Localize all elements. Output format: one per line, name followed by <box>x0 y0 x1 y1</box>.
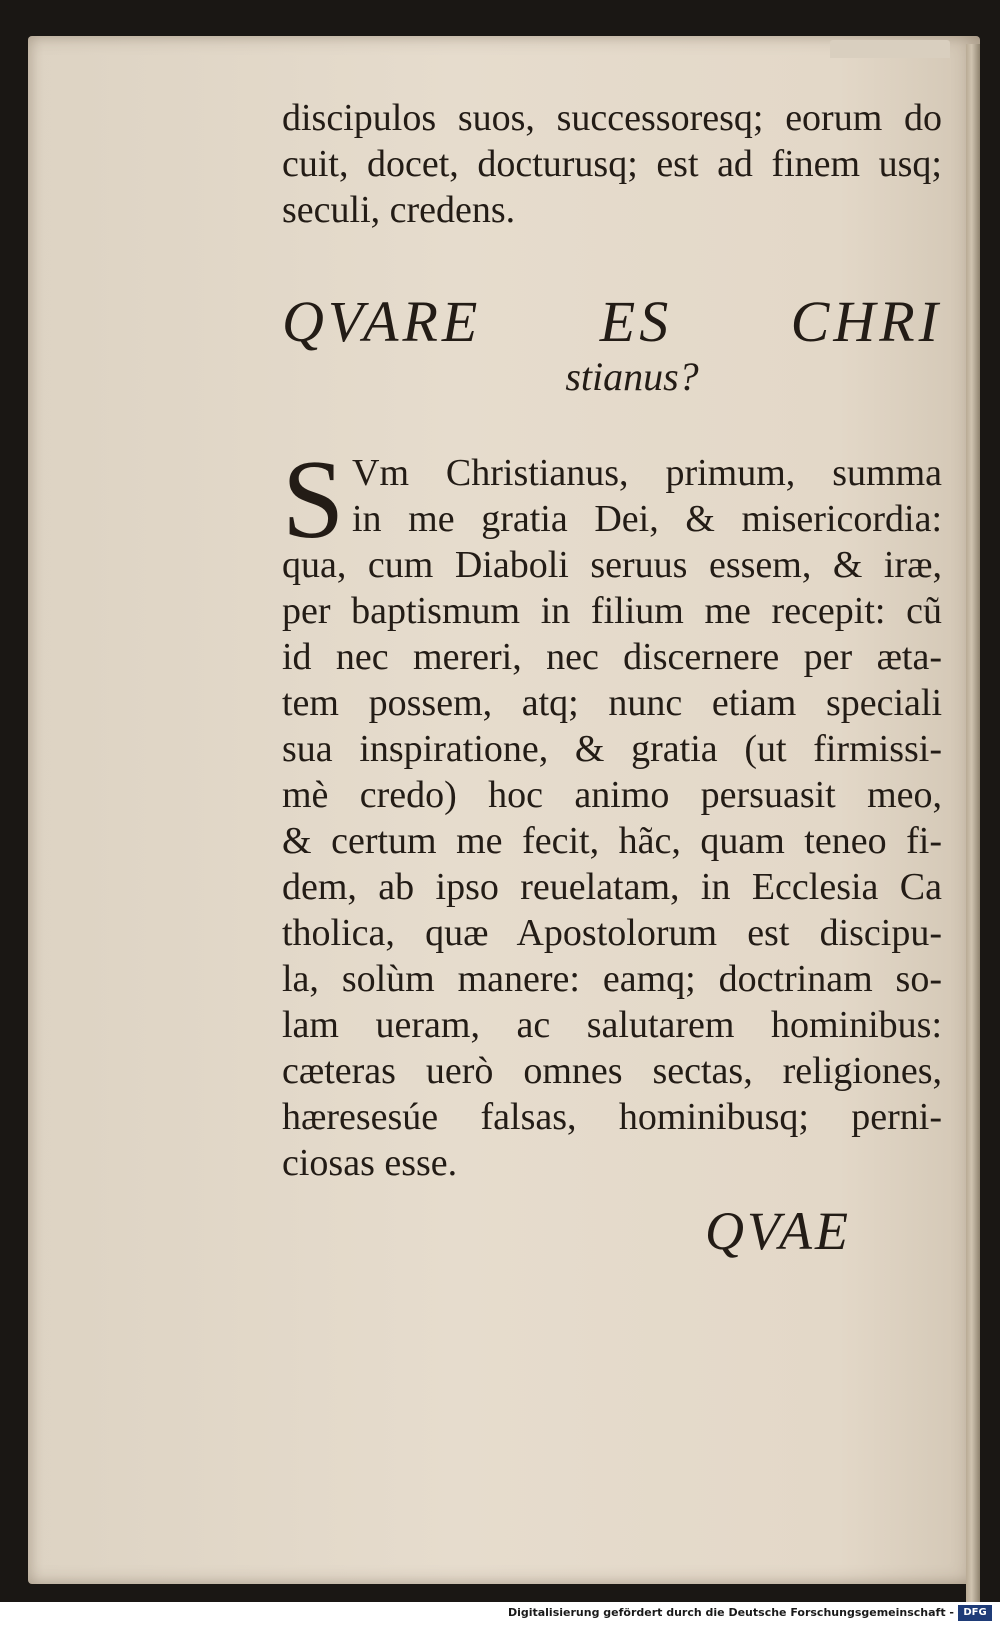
text-line: in me gratia Dei, & misericordia: <box>352 498 942 540</box>
text-line: id nec mereri, nec discernere per æta- <box>282 636 942 678</box>
dfg-logo-icon: DFG <box>958 1605 992 1621</box>
top-text-block <box>282 95 942 233</box>
text-line: per baptismum in filium me recepit: cũ <box>282 590 942 632</box>
drop-capital: S <box>282 438 345 562</box>
text-line: seculi, credens. <box>282 189 516 231</box>
text-line: hæresesúe falsas, hominibusq; perni- <box>282 1096 942 1138</box>
text-line: mè credo) hoc animo persuasit meo, <box>282 774 942 816</box>
text-line: ciosas esse. <box>282 1142 458 1184</box>
text-line: tholica, quæ Apostolorum est discipu- <box>282 912 942 954</box>
page-edge <box>966 44 980 1624</box>
text-line: lam ueram, ac salutarem hominibus: <box>282 1004 942 1046</box>
digitization-footer <box>0 1602 1000 1625</box>
body-text-block <box>282 438 942 1186</box>
heading-line-2: stianus? <box>565 354 699 399</box>
catchword: QVAE <box>705 1201 851 1261</box>
text-line: tem possem, atq; nunc etiam speciali <box>282 682 942 724</box>
text-line: cæteras uerò omnes sectas, religiones, <box>282 1050 942 1092</box>
heading-line-1: QVARE ES CHRI <box>282 289 942 354</box>
text-line: cuit, docet, docturusq; est ad finem usq; <box>282 143 942 185</box>
text-line: sua inspiratione, & gratia (ut firmissi- <box>282 728 942 770</box>
text-line: la, solùm manere: eamq; doctrinam so- <box>282 958 942 1000</box>
page-corner <box>830 40 950 58</box>
text-line: qua, cum Diaboli seruus essem, & iræ, <box>282 544 942 586</box>
text-line: discipulos suos, successoresq; eorum do <box>282 97 942 139</box>
text-line: Vm Christianus, primum, summa <box>352 452 942 494</box>
text-line: dem, ab ipso reuelatam, in Ecclesia Ca <box>282 866 942 908</box>
funding-credit: Digitalisierung gefördert durch die Deutsche Forschungsgemeinschaft - <box>507 1606 954 1619</box>
text-line: & certum me fecit, hãc, quam teneo fi- <box>282 820 942 862</box>
section-heading <box>282 288 942 400</box>
